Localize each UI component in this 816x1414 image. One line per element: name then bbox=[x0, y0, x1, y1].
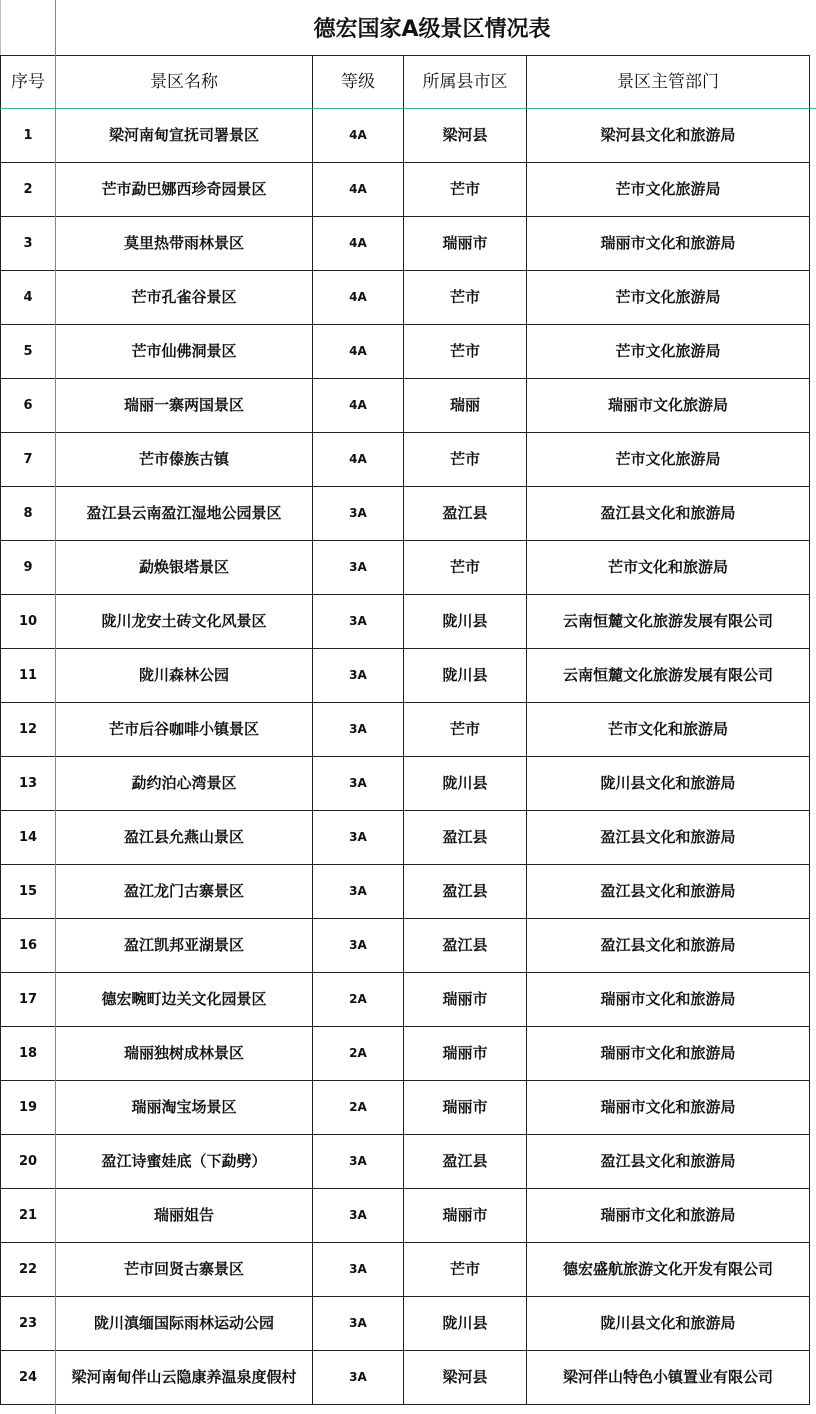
cell-name[interactable]: 芒市孔雀谷景区 bbox=[56, 271, 313, 325]
table-row bbox=[1, 163, 810, 217]
table-row bbox=[1, 919, 810, 973]
table-row bbox=[1, 1027, 810, 1081]
cell-level[interactable]: 3A bbox=[313, 1243, 404, 1297]
cell-index[interactable]: 14 bbox=[1, 811, 56, 865]
cell-department[interactable]: 云南恒麓文化旅游发展有限公司 bbox=[527, 595, 810, 649]
cell-name[interactable]: 瑞丽独树成林景区 bbox=[56, 1027, 313, 1081]
cell-level[interactable]: 3A bbox=[313, 1189, 404, 1243]
cell-department[interactable]: 瑞丽市文化和旅游局 bbox=[527, 1189, 810, 1243]
cell-name[interactable]: 勐焕银塔景区 bbox=[56, 541, 313, 595]
cell-county[interactable]: 芒市 bbox=[404, 271, 527, 325]
cell-index[interactable]: 12 bbox=[1, 703, 56, 757]
cell-index[interactable]: 9 bbox=[1, 541, 56, 595]
table-row bbox=[1, 217, 810, 271]
cell-level[interactable]: 4A bbox=[313, 163, 404, 217]
header-department[interactable]: 景区主管部门 bbox=[527, 56, 810, 109]
cell-county[interactable]: 陇川县 bbox=[404, 1297, 527, 1351]
cell-name[interactable]: 陇川森林公园 bbox=[56, 649, 313, 703]
cell-department[interactable]: 瑞丽市文化和旅游局 bbox=[527, 973, 810, 1027]
cell-level[interactable]: 3A bbox=[313, 1135, 404, 1189]
table-row bbox=[1, 757, 810, 811]
cell-level[interactable]: 4A bbox=[313, 433, 404, 487]
cell-department[interactable]: 梁河县文化和旅游局 bbox=[527, 109, 810, 163]
cell-index[interactable]: 13 bbox=[1, 757, 56, 811]
cell-index[interactable]: 18 bbox=[1, 1027, 56, 1081]
cell-county[interactable]: 盈江县 bbox=[404, 811, 527, 865]
cell-level[interactable]: 4A bbox=[313, 217, 404, 271]
cell-department[interactable]: 盈江县文化和旅游局 bbox=[527, 865, 810, 919]
table-row bbox=[1, 541, 810, 595]
table-row bbox=[1, 1297, 810, 1351]
table-row bbox=[1, 271, 810, 325]
cell-index[interactable]: 4 bbox=[1, 271, 56, 325]
cell-county[interactable]: 梁河县 bbox=[404, 109, 527, 163]
table-row bbox=[1, 1081, 810, 1135]
cell-name[interactable]: 芒市回贤古寨景区 bbox=[56, 1243, 313, 1297]
table-row bbox=[1, 1189, 810, 1243]
cell-name[interactable]: 芒市仙佛洞景区 bbox=[56, 325, 313, 379]
cell-department[interactable]: 瑞丽市文化和旅游局 bbox=[527, 1027, 810, 1081]
cell-level[interactable]: 3A bbox=[313, 919, 404, 973]
cell-level[interactable]: 2A bbox=[313, 1027, 404, 1081]
table-row bbox=[1, 325, 810, 379]
cell-level[interactable]: 3A bbox=[313, 487, 404, 541]
cell-department[interactable]: 芒市文化旅游局 bbox=[527, 271, 810, 325]
cell-index[interactable]: 20 bbox=[1, 1135, 56, 1189]
gridline bbox=[0, 0, 1, 55]
cell-department[interactable]: 芒市文化旅游局 bbox=[527, 433, 810, 487]
table-row bbox=[1, 379, 810, 433]
table-row bbox=[1, 811, 810, 865]
cell-department[interactable]: 陇川县文化和旅游局 bbox=[527, 1297, 810, 1351]
cell-county[interactable]: 瑞丽市 bbox=[404, 1027, 527, 1081]
cell-level[interactable]: 3A bbox=[313, 541, 404, 595]
cell-name[interactable]: 盈江县云南盈江湿地公园景区 bbox=[56, 487, 313, 541]
cell-department[interactable]: 盈江县文化和旅游局 bbox=[527, 919, 810, 973]
cell-level[interactable]: 3A bbox=[313, 595, 404, 649]
table-row bbox=[1, 1351, 810, 1405]
cell-index[interactable]: 11 bbox=[1, 649, 56, 703]
cell-index[interactable]: 17 bbox=[1, 973, 56, 1027]
scenic-area-table bbox=[0, 55, 810, 1405]
cell-name[interactable]: 瑞丽一寨两国景区 bbox=[56, 379, 313, 433]
table-row bbox=[1, 109, 810, 163]
cell-county[interactable]: 盈江县 bbox=[404, 919, 527, 973]
cell-name[interactable]: 芒市后谷咖啡小镇景区 bbox=[56, 703, 313, 757]
cell-name[interactable]: 瑞丽姐告 bbox=[56, 1189, 313, 1243]
cell-department[interactable]: 芒市文化和旅游局 bbox=[527, 703, 810, 757]
cell-department[interactable]: 芒市文化和旅游局 bbox=[527, 541, 810, 595]
cell-department[interactable]: 瑞丽市文化和旅游局 bbox=[527, 1081, 810, 1135]
cell-county[interactable]: 芒市 bbox=[404, 163, 527, 217]
cell-level[interactable]: 3A bbox=[313, 649, 404, 703]
cell-county[interactable]: 芒市 bbox=[404, 433, 527, 487]
cell-index[interactable]: 3 bbox=[1, 217, 56, 271]
cell-department[interactable]: 瑞丽市文化和旅游局 bbox=[527, 217, 810, 271]
cell-county[interactable]: 芒市 bbox=[404, 325, 527, 379]
cell-county[interactable]: 盈江县 bbox=[404, 865, 527, 919]
cell-level[interactable]: 3A bbox=[313, 865, 404, 919]
cell-name[interactable]: 盈江诗蜜娃底（下勐劈） bbox=[56, 1135, 313, 1189]
cell-county[interactable]: 芒市 bbox=[404, 703, 527, 757]
cell-level[interactable]: 3A bbox=[313, 811, 404, 865]
table-row bbox=[1, 649, 810, 703]
table-row bbox=[1, 595, 810, 649]
cell-department[interactable]: 盈江县文化和旅游局 bbox=[527, 487, 810, 541]
table-row bbox=[1, 865, 810, 919]
header-name[interactable]: 景区名称 bbox=[56, 56, 313, 109]
cell-county[interactable]: 瑞丽市 bbox=[404, 1189, 527, 1243]
cell-name[interactable]: 梁河南甸宣抚司署景区 bbox=[56, 109, 313, 163]
cell-county[interactable]: 瑞丽市 bbox=[404, 217, 527, 271]
cell-index[interactable]: 19 bbox=[1, 1081, 56, 1135]
cell-department[interactable]: 盈江县文化和旅游局 bbox=[527, 811, 810, 865]
cell-name[interactable]: 陇川龙安土砖文化风景区 bbox=[56, 595, 313, 649]
cell-county[interactable]: 陇川县 bbox=[404, 595, 527, 649]
table-row bbox=[1, 1243, 810, 1297]
cell-county[interactable]: 瑞丽市 bbox=[404, 973, 527, 1027]
cell-index[interactable]: 2 bbox=[1, 163, 56, 217]
cell-level[interactable]: 3A bbox=[313, 757, 404, 811]
cell-county[interactable]: 瑞丽 bbox=[404, 379, 527, 433]
cell-index[interactable]: 21 bbox=[1, 1189, 56, 1243]
gridline bbox=[0, 108, 816, 109]
cell-index[interactable]: 23 bbox=[1, 1297, 56, 1351]
cell-name[interactable]: 梁河南甸伴山云隐康养温泉度假村 bbox=[56, 1351, 313, 1405]
cell-index[interactable]: 5 bbox=[1, 325, 56, 379]
table-row bbox=[1, 1135, 810, 1189]
cell-county[interactable]: 盈江县 bbox=[404, 487, 527, 541]
cell-name[interactable]: 勐约泊心湾景区 bbox=[56, 757, 313, 811]
table-row bbox=[1, 433, 810, 487]
header-level[interactable]: 等级 bbox=[313, 56, 404, 109]
cell-department[interactable]: 陇川县文化和旅游局 bbox=[527, 757, 810, 811]
cell-level[interactable]: 4A bbox=[313, 109, 404, 163]
cell-index[interactable]: 10 bbox=[1, 595, 56, 649]
cell-department[interactable]: 盈江县文化和旅游局 bbox=[527, 1135, 810, 1189]
cell-county[interactable]: 陇川县 bbox=[404, 649, 527, 703]
table-row bbox=[1, 703, 810, 757]
cell-index[interactable]: 22 bbox=[1, 1243, 56, 1297]
cell-level[interactable]: 4A bbox=[313, 379, 404, 433]
cell-department[interactable]: 云南恒麓文化旅游发展有限公司 bbox=[527, 649, 810, 703]
cell-index[interactable]: 15 bbox=[1, 865, 56, 919]
cell-name[interactable]: 芒市傣族古镇 bbox=[56, 433, 313, 487]
cell-county[interactable]: 梁河县 bbox=[404, 1351, 527, 1405]
table-row bbox=[1, 487, 810, 541]
cell-level[interactable]: 2A bbox=[313, 1081, 404, 1135]
cell-name[interactable]: 芒市勐巴娜西珍奇园景区 bbox=[56, 163, 313, 217]
cell-level[interactable]: 4A bbox=[313, 271, 404, 325]
cell-level[interactable]: 2A bbox=[313, 973, 404, 1027]
header-county[interactable]: 所属县市区 bbox=[404, 56, 527, 109]
cell-name[interactable]: 盈江凯邦亚湖景区 bbox=[56, 919, 313, 973]
cell-county[interactable]: 陇川县 bbox=[404, 757, 527, 811]
gridline bbox=[55, 0, 56, 1414]
header-index[interactable]: 序号 bbox=[1, 56, 56, 109]
cell-level[interactable]: 4A bbox=[313, 325, 404, 379]
cell-name[interactable]: 盈江龙门古寨景区 bbox=[56, 865, 313, 919]
table-row bbox=[1, 973, 810, 1027]
header-row bbox=[1, 56, 810, 109]
cell-name[interactable]: 瑞丽淘宝场景区 bbox=[56, 1081, 313, 1135]
cell-department[interactable]: 德宏盛航旅游文化开发有限公司 bbox=[527, 1243, 810, 1297]
cell-name[interactable]: 德宏畹町边关文化园景区 bbox=[56, 973, 313, 1027]
cell-index[interactable]: 6 bbox=[1, 379, 56, 433]
cell-department[interactable]: 梁河伴山特色小镇置业有限公司 bbox=[527, 1351, 810, 1405]
cell-department[interactable]: 瑞丽市文化旅游局 bbox=[527, 379, 810, 433]
cell-index[interactable]: 1 bbox=[1, 109, 56, 163]
cell-department[interactable]: 芒市文化旅游局 bbox=[527, 325, 810, 379]
cell-county[interactable]: 芒市 bbox=[404, 541, 527, 595]
cell-index[interactable]: 24 bbox=[1, 1351, 56, 1405]
cell-level[interactable]: 3A bbox=[313, 1351, 404, 1405]
cell-name[interactable]: 陇川滇缅国际雨林运动公园 bbox=[56, 1297, 313, 1351]
cell-index[interactable]: 7 bbox=[1, 433, 56, 487]
cell-name[interactable]: 莫里热带雨林景区 bbox=[56, 217, 313, 271]
cell-county[interactable]: 盈江县 bbox=[404, 1135, 527, 1189]
cell-index[interactable]: 16 bbox=[1, 919, 56, 973]
cell-county[interactable]: 瑞丽市 bbox=[404, 1081, 527, 1135]
cell-name[interactable]: 盈江县允燕山景区 bbox=[56, 811, 313, 865]
cell-county[interactable]: 芒市 bbox=[404, 1243, 527, 1297]
cell-level[interactable]: 3A bbox=[313, 1297, 404, 1351]
cell-department[interactable]: 芒市文化旅游局 bbox=[527, 163, 810, 217]
cell-index[interactable]: 8 bbox=[1, 487, 56, 541]
cell-level[interactable]: 3A bbox=[313, 703, 404, 757]
table-title: 德宏国家A级景区情况表 bbox=[313, 17, 551, 42]
